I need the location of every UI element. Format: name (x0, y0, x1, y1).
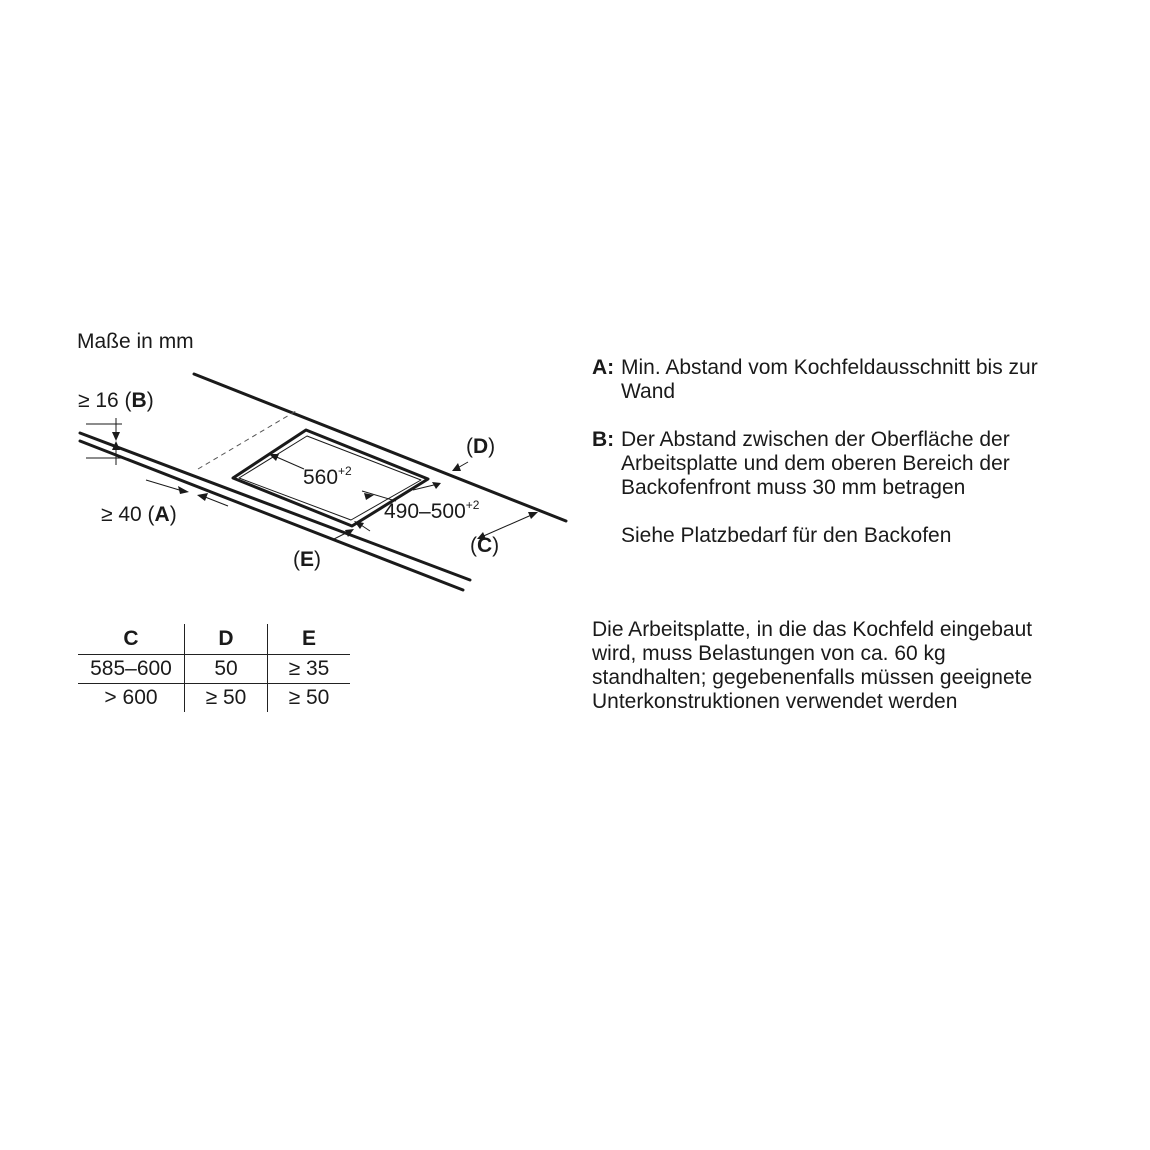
note-a-text: Min. Abstand vom Kochfeldausschnitt bis zur Wand (621, 356, 1038, 403)
arrow-c-right (528, 512, 538, 519)
note-b-extra: Siehe Platzbedarf für den Backofen (621, 524, 952, 547)
note-b-key: B: (592, 428, 615, 451)
label-cutout-width: $560^{+2}$ (303, 464, 352, 489)
table-row (78, 655, 350, 684)
dimensions-table (78, 624, 350, 712)
table-cell: ≥ 50 (185, 684, 268, 713)
label-b: ≥ 16 (B) (78, 389, 154, 412)
label-a: ≥ 40 (A) (101, 503, 177, 526)
table-cell: > 600 (78, 684, 185, 713)
note-b (592, 428, 1132, 500)
table-header-row (78, 624, 350, 655)
countertop-back-edge (194, 374, 566, 521)
table-cell: ≥ 35 (268, 655, 351, 684)
table-cell: 50 (185, 655, 268, 684)
arrow-a-right (197, 493, 208, 501)
label-c: (C) (470, 534, 500, 557)
note-b-text: Der Abstand zwischen der Oberfläche der Arbeitsplatte und dem oberen Bereich der Backofenfront muss 30 mm betragen (621, 428, 1010, 499)
table-header-e: E (301, 627, 316, 650)
note-a (592, 356, 1132, 404)
table-row (78, 684, 350, 713)
legend-notes (592, 356, 1132, 548)
hidden-lines (198, 411, 296, 469)
table-header-d: D (185, 624, 268, 655)
arrow-b-top (112, 432, 120, 441)
table-header-c: C (78, 624, 185, 655)
label-e: (E) (293, 548, 322, 571)
units-title: Maße in mm (77, 330, 194, 353)
label-cutout-depth: $490-500^{+2}$ (384, 498, 480, 523)
table-cell: ≥ 50 (268, 684, 351, 713)
note-a-key: A: (592, 356, 615, 379)
label-d: (D) (466, 435, 496, 458)
load-requirement-text: Die Arbeitsplatte, in die das Kochfeld eingebaut wird, muss Belastungen von ca. 60 kg standhalten; gegebenenfalls müssen geeignete Unterkonstruktionen verwendet werden (592, 618, 1033, 713)
arrow-a-left (178, 486, 189, 494)
table-cell: 585–600 (78, 655, 185, 684)
arrow-width-left (269, 454, 279, 461)
